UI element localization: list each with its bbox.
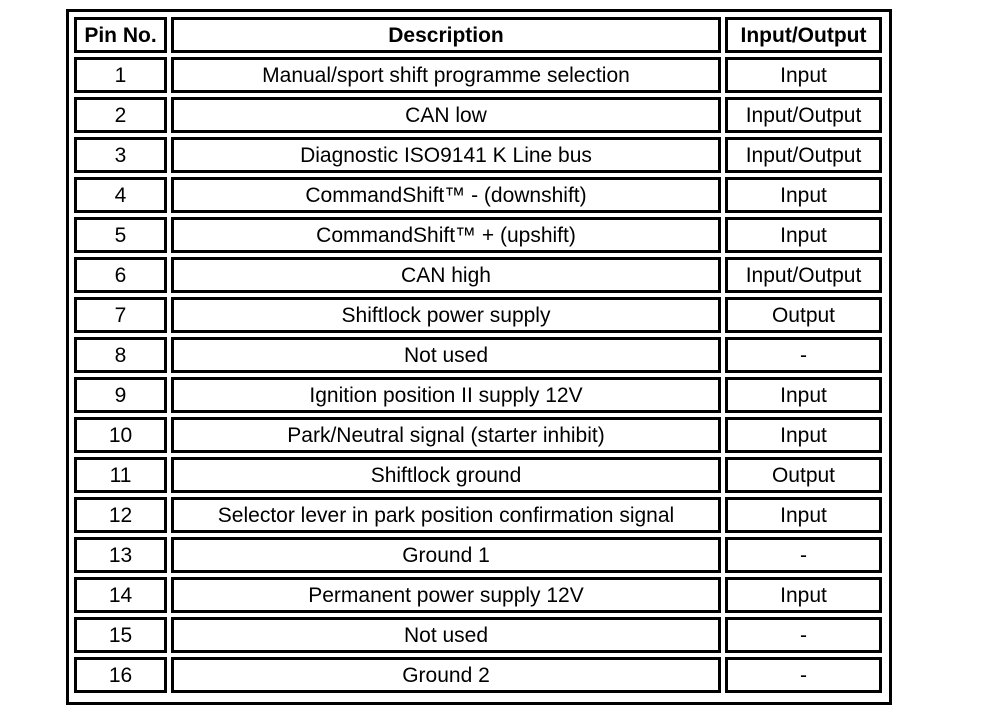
table-row [74,577,882,613]
pin-cell: 13 [74,537,167,573]
io-cell: Output [725,297,882,333]
table-row [74,537,882,573]
pin-cell: 8 [74,337,167,373]
description-cell: Shiftlock ground [171,457,721,493]
io-cell: Input [725,577,882,613]
description-cell: Ground 1 [171,537,721,573]
description-cell: CommandShift™ - (downshift) [171,177,721,213]
description-cell: Ignition position II supply 12V [171,377,721,413]
description-cell: Permanent power supply 12V [171,577,721,613]
description-cell: Selector lever in park position confirmation signal [171,497,721,533]
description-cell: CAN high [171,257,721,293]
io-cell: Input/Output [725,257,882,293]
io-cell: - [725,337,882,373]
table-row [74,657,882,693]
io-cell: Input/Output [725,97,882,133]
io-cell: Input/Output [725,137,882,173]
table-header-row [74,17,882,53]
pin-cell: 6 [74,257,167,293]
table-row [74,97,882,133]
table-row [74,337,882,373]
io-cell: - [725,617,882,653]
description-cell: Manual/sport shift programme selection [171,57,721,93]
pin-cell: 3 [74,137,167,173]
table-row [74,177,882,213]
io-cell: - [725,657,882,693]
pin-cell: 9 [74,377,167,413]
io-cell: Input [725,497,882,533]
table-body [74,17,882,693]
description-cell: Not used [171,337,721,373]
header-input-output: Input/Output [725,17,882,53]
table-row [74,457,882,493]
io-cell: Input [725,177,882,213]
pin-cell: 15 [74,617,167,653]
table-row [74,57,882,93]
description-cell: CommandShift™ + (upshift) [171,217,721,253]
io-cell: Output [725,457,882,493]
pin-cell: 2 [74,97,167,133]
io-cell: Input [725,57,882,93]
pin-cell: 14 [74,577,167,613]
io-cell: Input [725,417,882,453]
table-row [74,257,882,293]
pin-cell: 11 [74,457,167,493]
description-cell: Shiftlock power supply [171,297,721,333]
pin-table-grid [70,13,886,697]
pin-cell: 4 [74,177,167,213]
pin-cell: 10 [74,417,167,453]
header-description: Description [171,17,721,53]
description-cell: Park/Neutral signal (starter inhibit) [171,417,721,453]
table-row [74,137,882,173]
table-row [74,217,882,253]
table-row [74,297,882,333]
pin-cell: 7 [74,297,167,333]
io-cell: Input [725,377,882,413]
table-row [74,497,882,533]
io-cell: - [725,537,882,573]
description-cell: Not used [171,617,721,653]
pin-cell: 16 [74,657,167,693]
description-cell: CAN low [171,97,721,133]
pin-cell: 1 [74,57,167,93]
description-cell: Ground 2 [171,657,721,693]
pin-cell: 12 [74,497,167,533]
table-row [74,617,882,653]
io-cell: Input [725,217,882,253]
table-row [74,377,882,413]
pin-cell: 5 [74,217,167,253]
description-cell: Diagnostic ISO9141 K Line bus [171,137,721,173]
table-row [74,417,882,453]
pin-table [66,9,892,705]
header-pin-no: Pin No. [74,17,167,53]
